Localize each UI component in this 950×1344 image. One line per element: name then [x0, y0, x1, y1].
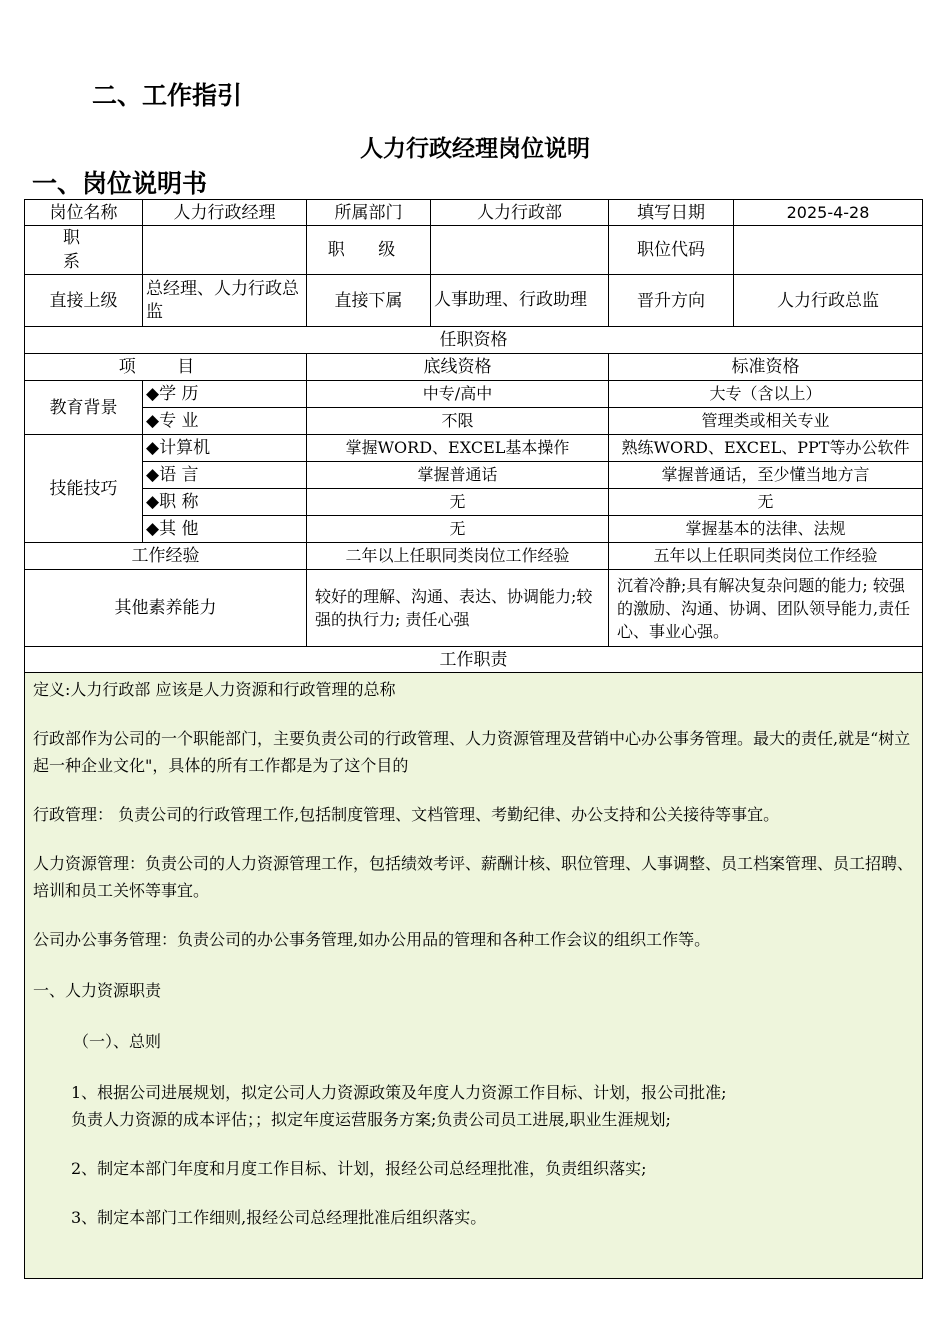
fill-date-value: 2025-4-28: [734, 200, 923, 226]
table-row: [25, 673, 923, 1279]
promotion-value: 人力行政总监: [734, 275, 923, 327]
qualification-standard: 无: [609, 489, 923, 516]
experience-standard: 五年以上任职同类岗位工作经验: [609, 543, 923, 570]
education-group-label: 教育背景: [25, 381, 143, 435]
qualification-item: ◆职 称: [143, 489, 307, 516]
qualification-item: ◆学 历: [143, 381, 307, 408]
duty-hr-section-heading: 一、人力资源职责: [33, 981, 162, 1000]
column-header-standard: 标准资格: [609, 354, 923, 381]
table-row: [25, 275, 923, 327]
qualifications-section-title: 任职资格: [25, 327, 923, 354]
duty-hr-management: 人力资源管理：负责公司的人力资源管理工作，包括绩效考评、薪酬计核、职位管理、人事调整、员工档案管理、员工招聘、培训和员工关怀等事宜。: [33, 854, 914, 900]
duty-item-1-line2: 负责人力资源的成本评估；；拟定年度运营服务方案;负责公司员工进展,职业生涯规划;: [71, 1110, 671, 1129]
position-name-value: 人力行政经理: [143, 200, 307, 226]
table-row: [25, 200, 923, 226]
document-title: 人力行政经理岗位说明: [360, 136, 590, 162]
duty-general-heading: （一）、总则: [73, 1032, 162, 1051]
duty-item-3: 3、制定本部门工作细则,报经公司总经理批准后组织落实。: [71, 1208, 487, 1227]
qualification-baseline: 无: [307, 489, 609, 516]
duties-content: [25, 673, 923, 1279]
duties-section-title: 工作职责: [25, 647, 923, 673]
section-heading-job-spec: 一、岗位说明书: [32, 169, 208, 198]
table-row: [25, 543, 923, 570]
table-row: [25, 381, 923, 408]
table-row: [25, 647, 923, 673]
duty-item-1-line1: 1、根据公司进展规划，拟定公司人力资源政策及年度人力资源工作目标、计划，报公司批准;: [71, 1083, 727, 1102]
table-row: [25, 435, 923, 462]
fill-date-label: 填写日期: [609, 200, 734, 226]
qualification-standard: 管理类或相关专业: [609, 408, 923, 435]
table-row: [25, 570, 923, 647]
position-name-label: 岗位名称: [25, 200, 143, 226]
section-heading-work-guide: 二、工作指引: [92, 81, 243, 110]
qualification-baseline: 掌握普通话: [307, 462, 609, 489]
job-rank-value: [431, 226, 609, 275]
qualification-baseline: 掌握WORD、EXCEL基本操作: [307, 435, 609, 462]
table-row: [25, 408, 923, 435]
other-qualities-label: 其他素养能力: [25, 570, 307, 647]
qualification-baseline: 中专/高中: [307, 381, 609, 408]
qualification-standard: 掌握普通话，至少懂当地方言: [609, 462, 923, 489]
position-code-value: [734, 226, 923, 275]
department-value: 人力行政部: [431, 200, 609, 226]
duty-intro: 行政部作为公司的一个职能部门，主要负责公司的行政管理、人力资源管理及营销中心办公事务管理。最大的责任,就是“树立起一种企业文化"，具体的所有工作都是为了这个目的: [33, 729, 911, 775]
qualification-item: ◆专 业: [143, 408, 307, 435]
column-header-item: 项 目: [25, 354, 307, 381]
skills-group-label: 技能技巧: [25, 435, 143, 543]
job-family-value: [143, 226, 307, 275]
qualification-standard: 大专（含以上）: [609, 381, 923, 408]
direct-superior-label: 直接上级: [25, 275, 143, 327]
duty-admin-management: 行政管理： 负责公司的行政管理工作,包括制度管理、文档管理、考勤纪律、办公支持和公关接待等事宜。: [33, 805, 780, 824]
qualification-baseline: 不限: [307, 408, 609, 435]
qualification-item: ◆计算机: [143, 435, 307, 462]
experience-label: 工作经验: [25, 543, 307, 570]
duty-office-affairs: 公司办公事务管理：负责公司的办公事务管理,如办公用品的管理和各种工作会议的组织工作等。: [33, 930, 711, 949]
duty-definition: 定义:人力行政部 应该是人力资源和行政管理的总称: [33, 680, 396, 699]
column-header-baseline: 底线资格: [307, 354, 609, 381]
direct-superior-value: 总经理、人力行政总监: [143, 275, 307, 327]
job-family-label: 职 系: [25, 226, 143, 275]
table-row: [25, 489, 923, 516]
promotion-label: 晋升方向: [609, 275, 734, 327]
job-rank-label: 职 级: [307, 226, 431, 275]
duty-item-2: 2、制定本部门年度和月度工作目标、计划，报经公司总经理批准，负责组织落实;: [71, 1159, 647, 1178]
other-qualities-standard: 沉着冷静;具有解决复杂问题的能力; 较强的激励、沟通、协调、团队领导能力,责任心、事业心强。: [609, 570, 923, 647]
position-code-label: 职位代码: [609, 226, 734, 275]
direct-subordinate-value: 人事助理、行政助理: [431, 275, 609, 327]
job-description-table: [24, 199, 923, 1279]
department-label: 所属部门: [307, 200, 431, 226]
qualification-standard: 熟练WORD、EXCEL、PPT等办公软件: [609, 435, 923, 462]
table-row: [25, 226, 923, 275]
table-row: [25, 327, 923, 354]
table-row: [25, 516, 923, 543]
other-qualities-baseline: 较好的理解、沟通、表达、协调能力;较强的执行力; 责任心强: [307, 570, 609, 647]
qualification-item: ◆语 言: [143, 462, 307, 489]
direct-subordinate-label: 直接下属: [307, 275, 431, 327]
experience-baseline: 二年以上任职同类岗位工作经验: [307, 543, 609, 570]
table-row: [25, 354, 923, 381]
qualification-baseline: 无: [307, 516, 609, 543]
qualification-standard: 掌握基本的法律、法规: [609, 516, 923, 543]
duty-item-1: [33, 1079, 914, 1133]
table-row: [25, 462, 923, 489]
qualification-item: ◆其 他: [143, 516, 307, 543]
